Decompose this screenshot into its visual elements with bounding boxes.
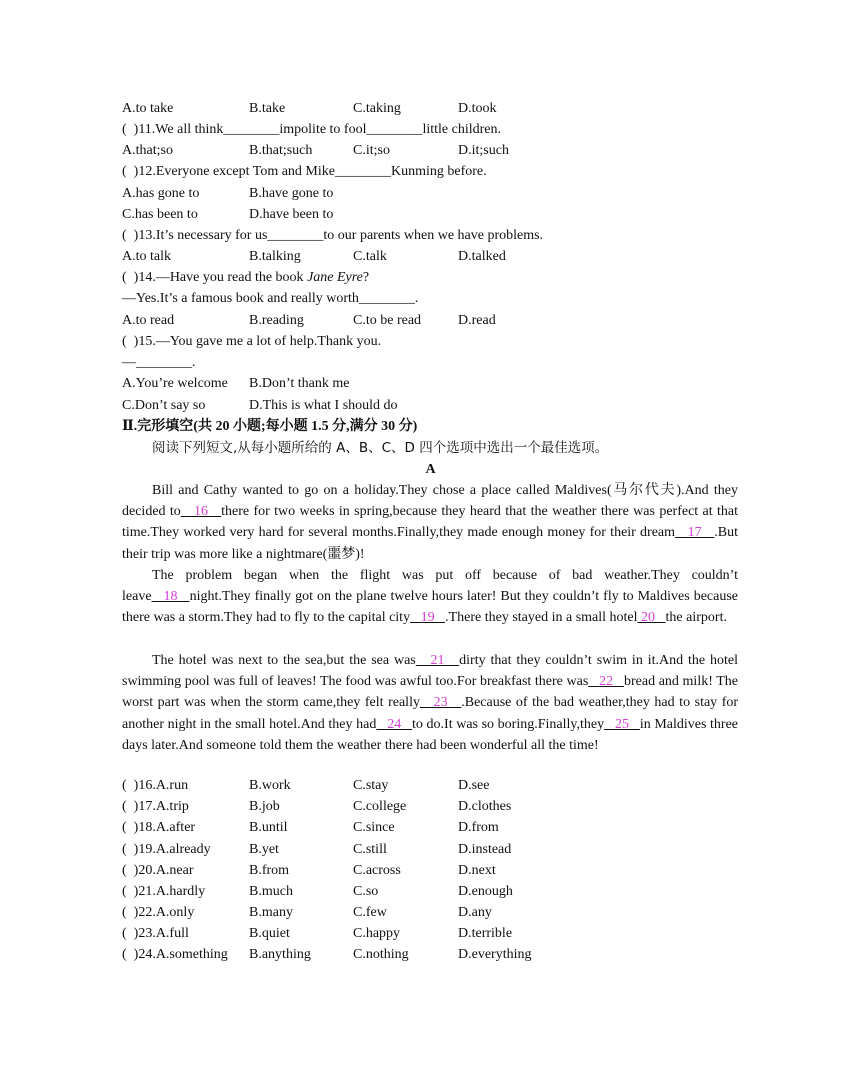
blank-20: 20 xyxy=(641,610,656,626)
q17-option-d: D.clothes xyxy=(458,799,512,814)
q14-option-c: C.to be read xyxy=(353,313,422,328)
q19-option-d: D.instead xyxy=(458,842,512,857)
q19-option-b: B.yet xyxy=(249,842,279,857)
passage-label: A xyxy=(425,462,436,477)
q14-stem-reply: —Yes.It’s a famous book and really worth________. xyxy=(122,291,419,306)
q15-stem-reply: —________. xyxy=(122,355,196,370)
q24-option-a: ( )24.A.something xyxy=(122,947,228,962)
q18-option-a: ( )18.A.after xyxy=(122,820,196,835)
q13-option-b: B.talking xyxy=(249,249,301,264)
q15-option-c: C.Don’t say so xyxy=(122,398,206,413)
q19-option-c: C.still xyxy=(353,842,387,857)
q20-option-a: ( )20.A.near xyxy=(122,863,194,878)
q22-option-b: B.many xyxy=(249,905,293,920)
blank-21: 21 xyxy=(430,653,445,668)
book-title: Jane Eyre xyxy=(307,270,363,285)
q11-option-d: D.it;such xyxy=(458,143,509,158)
q22-option-a: ( )22.A.only xyxy=(122,905,195,920)
blank-18: 18 xyxy=(163,589,178,605)
q24-option-c: C.nothing xyxy=(353,947,409,962)
q21-option-c: C.so xyxy=(353,884,379,899)
q17-option-b: B.job xyxy=(249,799,280,814)
q24-option-d: D.everything xyxy=(458,947,532,962)
q14-option-d: D.read xyxy=(458,313,496,328)
q20-option-b: B.from xyxy=(249,863,290,878)
q11-option-c: C.it;so xyxy=(353,143,390,158)
q10-option-c: C.taking xyxy=(353,101,401,116)
q17-option-c: C.college xyxy=(353,799,407,814)
q12-stem: ( )12.Everyone except Tom and Mike________Kunming before. xyxy=(122,164,487,179)
q18-option-b: B.until xyxy=(249,820,288,835)
section-instruction: 阅读下列短文,从每小题所给的 A、B、C、D 四个选项中选出一个最佳选项。 xyxy=(152,440,609,456)
q19-option-a: ( )19.A.already xyxy=(122,842,211,857)
blank-24: 24 xyxy=(387,716,402,732)
q16-option-c: C.stay xyxy=(353,778,389,793)
q15-option-a: A.You’re welcome xyxy=(122,376,228,391)
q11-option-a: A.that;so xyxy=(122,143,173,158)
q24-option-b: B.anything xyxy=(249,947,311,962)
blank-23: 23 xyxy=(433,695,448,711)
q13-option-c: C.talk xyxy=(353,249,387,264)
q14-stem: ( )14.—Have you read the book Jane Eyre? xyxy=(122,270,370,285)
blank-19: 19 xyxy=(420,610,435,626)
passage-paragraph-1: Bill and Cathy wanted to go on a holiday.They chose a place called Maldives(马尔代夫).And they decided to 16 there for two weeks in spring,because they heard that the weather there was perfect at that time.They worked very hard for several months.Finally,they made enough money for their dream 17 .But their trip was more like a nightmare(噩梦)! xyxy=(122,483,739,562)
q16-option-d: D.see xyxy=(458,778,490,793)
q22-option-c: C.few xyxy=(353,905,387,920)
q17-option-a: ( )17.A.trip xyxy=(122,799,189,814)
q23-option-a: ( )23.A.full xyxy=(122,926,189,941)
q18-option-c: C.since xyxy=(353,820,395,835)
q12-option-b: B.have gone to xyxy=(249,186,334,201)
blank-25: 25 xyxy=(614,716,629,732)
q10-option-b: B.take xyxy=(249,101,286,116)
q18-option-d: D.from xyxy=(458,820,499,835)
section-title: Ⅱ.完形填空(共 20 小题;每小题 1.5 分,满分 30 分) xyxy=(122,419,418,434)
q12-option-c: C.has been to xyxy=(122,207,198,222)
q16-option-a: ( )16.A.run xyxy=(122,778,189,793)
q10-option-a: A.to take xyxy=(122,101,174,116)
q21-option-b: B.much xyxy=(249,884,293,899)
q14-option-a: A.to read xyxy=(122,313,175,328)
q12-option-a: A.has gone to xyxy=(122,186,200,201)
q14-option-b: B.reading xyxy=(249,313,304,328)
q23-option-b: B.quiet xyxy=(249,926,290,941)
q16-option-b: B.work xyxy=(249,778,291,793)
q13-stem: ( )13.It’s necessary for us________to our parents when we have problems. xyxy=(122,228,544,243)
q15-stem: ( )15.—You gave me a lot of help.Thank you. xyxy=(122,334,382,349)
passage-paragraph-2: The problem began when the flight was put off because of bad weather.They couldn’t leave 18 night.They finally got on the plane twelve hours later! But they couldn’t fly to Maldives because there was a storm.They had to fly to the capital city 19 .There they stayed in a small hotel 20 the airport. xyxy=(122,568,739,626)
q11-option-b: B.that;such xyxy=(249,143,313,158)
q10-option-d: D.took xyxy=(458,101,497,116)
q13-option-d: D.talked xyxy=(458,249,506,264)
q20-option-d: D.next xyxy=(458,863,496,878)
q20-option-c: C.across xyxy=(353,863,401,878)
blank-17: 17 xyxy=(687,525,702,541)
q23-option-d: D.terrible xyxy=(458,926,513,941)
q13-option-a: A.to talk xyxy=(122,249,171,264)
q12-option-d: D.have been to xyxy=(249,207,334,222)
q23-option-c: C.happy xyxy=(353,926,401,941)
q15-option-d: D.This is what I should do xyxy=(249,398,398,413)
q21-option-d: D.enough xyxy=(458,884,513,899)
q15-option-b: B.Don’t thank me xyxy=(249,376,350,391)
q21-option-a: ( )21.A.hardly xyxy=(122,884,206,899)
q22-option-d: D.any xyxy=(458,905,492,920)
blank-16: 16 xyxy=(193,504,208,520)
blank-22: 22 xyxy=(599,674,614,690)
passage-paragraph-3: The hotel was next to the sea,but the sea was 21 dirty that they couldn’t swim in it.And the hotel swimming pool was full of leaves! The food was awful too.For breakfast there was 22 bread and milk! The worst part was when the storm came,they felt really 23 .Because of the bad weather,they had to stay for another night in the small hotel.And they had 24 to do.It was so boring.Finally,they 25 in Maldives three days later.And someone told them the weather there had been wonderful all the time! xyxy=(122,653,739,753)
q11-stem: ( )11.We all think________impolite to fool________little children. xyxy=(122,122,502,137)
